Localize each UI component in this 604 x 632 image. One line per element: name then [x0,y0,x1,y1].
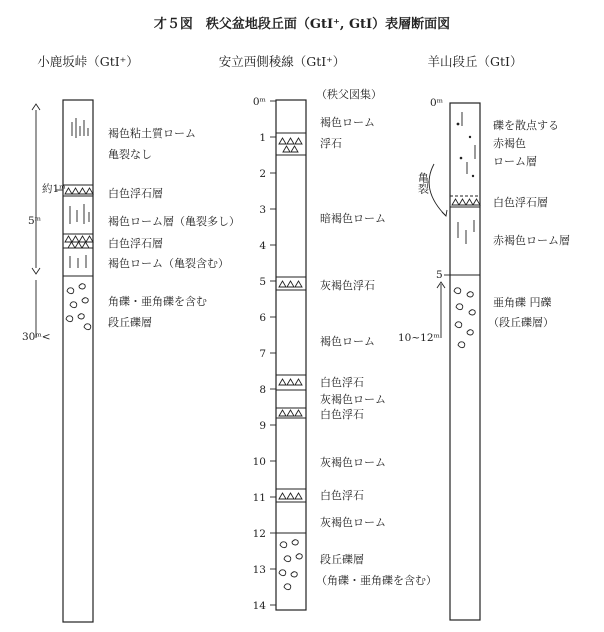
gravel-layer-2 [279,540,302,590]
label-brown-loam-cracks: 褐色ローム層（亀裂多し） [108,215,240,228]
depth-10-12m: 10~12ᵐ [398,332,440,344]
label-dark-brown-loam: 暗褐色ローム [320,212,386,225]
depth-mark-1m: 約1ᵐ [42,183,66,195]
crack-texture-3 [462,112,475,174]
depth-0m: 0ᵐ [430,97,444,109]
tick-14: 14 [252,600,266,612]
label-white-pumice-a: 白色浮石 [320,376,364,389]
label-gray-brown-pumice: 灰褐色浮石 [320,279,375,292]
crack-texture-4 [458,220,474,244]
label-no-cracks: 亀裂なし [108,148,152,161]
label-white-pumice-2: 白色浮石層 [108,237,163,250]
label-scattered-gravel: 礫を散点する [493,119,559,132]
label-white-pumice-1: 白色浮石層 [108,187,163,200]
depth-mark-5m: 5ᵐ [28,215,42,227]
tick-11: 11 [252,492,266,504]
pumice-layer-2 [65,236,93,248]
label-pumice: 浮石 [320,137,342,150]
column-hitsujiyama [398,97,570,620]
label-loam-layer: ローム層 [493,155,537,168]
tick-6: 6 [259,312,266,324]
tick-2: 2 [259,168,266,180]
label-gray-brown-loam-c: 灰褐色ローム [320,516,386,529]
label-brown-loam-2: 褐色ローム [320,335,375,348]
depth-arrow-1 [32,104,40,274]
crack-arrow [429,164,446,216]
gravel-layer-3 [454,288,475,348]
pumice-d [279,410,302,416]
figure-title: 才５図 秩父盆地段丘面（GtI⁺, GtI）表層断面図 [153,17,451,32]
depth-arrow-3 [437,282,445,338]
tick-12: 12 [252,528,266,540]
column-3-outline [450,103,480,620]
depth-mark-30m: 30ᵐ< [22,331,51,343]
tick-13: 13 [252,564,266,576]
pumice-layer-1 [65,188,93,194]
label-gray-brown-loam-a: 灰褐色ローム [320,393,386,406]
column-kojikazaka [22,100,240,622]
crack-texture [70,204,89,224]
crack-texture-2 [70,255,86,268]
gravel-layer-1 [66,284,91,330]
tick-1: 1 [259,132,266,144]
tick-3: 3 [259,204,266,216]
pumice-a [279,138,302,152]
label-terrace-gravel-3: （段丘礫層） [488,316,554,329]
tick-9: 9 [259,420,266,432]
tick-0: 0ᵐ [252,96,266,108]
column-1-outline [63,100,93,622]
depth-scale [253,96,276,612]
tick-4: 4 [259,240,266,252]
column-heading-adachi: 安立西側稜線（GtI⁺） [218,54,346,69]
label-white-pumice: 白色浮石層 [493,196,548,209]
label-source: （秩父図集） [316,88,382,101]
label-brown-loam-cracked: 褐色ローム（亀裂含む） [108,257,229,270]
pumice-e [279,493,302,499]
pumice-b [279,281,302,287]
pumice-c [279,379,302,385]
label-angular-gravel: 角礫・亜角礫を含む [108,295,207,308]
tick-7: 7 [259,348,266,360]
tick-8: 8 [259,384,266,396]
label-red-brown: 赤褐色 [493,137,526,150]
column-heading-kojikazaka: 小鹿坂峠（GtI⁺） [37,54,139,69]
label-terrace-gravel: 段丘礫層 [108,316,152,329]
clay-texture [72,118,88,138]
label-brown-loam: 褐色ローム [320,116,375,129]
label-red-brown-loam: 赤褐色ローム層 [493,234,570,247]
label-crack-1: 亀裂 [416,172,430,194]
column-adachi [253,87,437,612]
pumice-f [452,199,480,205]
column-heading-hitsujiyama: 羊山段丘（GtI） [427,54,523,69]
label-subangular-round-gravel: 亜角礫 円礫 [493,296,552,309]
tick-10: 10 [252,456,266,468]
tick-5: 5 [259,276,266,288]
depth-5m: 5 [436,269,443,281]
label-white-pumice-b: 白色浮石 [320,408,364,421]
label-angular-included: （角礫・亜角礫を含む） [316,574,437,587]
label-terrace-gravel: 段丘礫層 [320,553,364,566]
label-brown-clay-loam: 褐色粘土質ローム [108,127,196,140]
column-2-outline [276,100,306,610]
label-gray-brown-loam-b: 灰褐色ローム [320,456,386,469]
label-white-pumice-c: 白色浮石 [320,489,364,502]
